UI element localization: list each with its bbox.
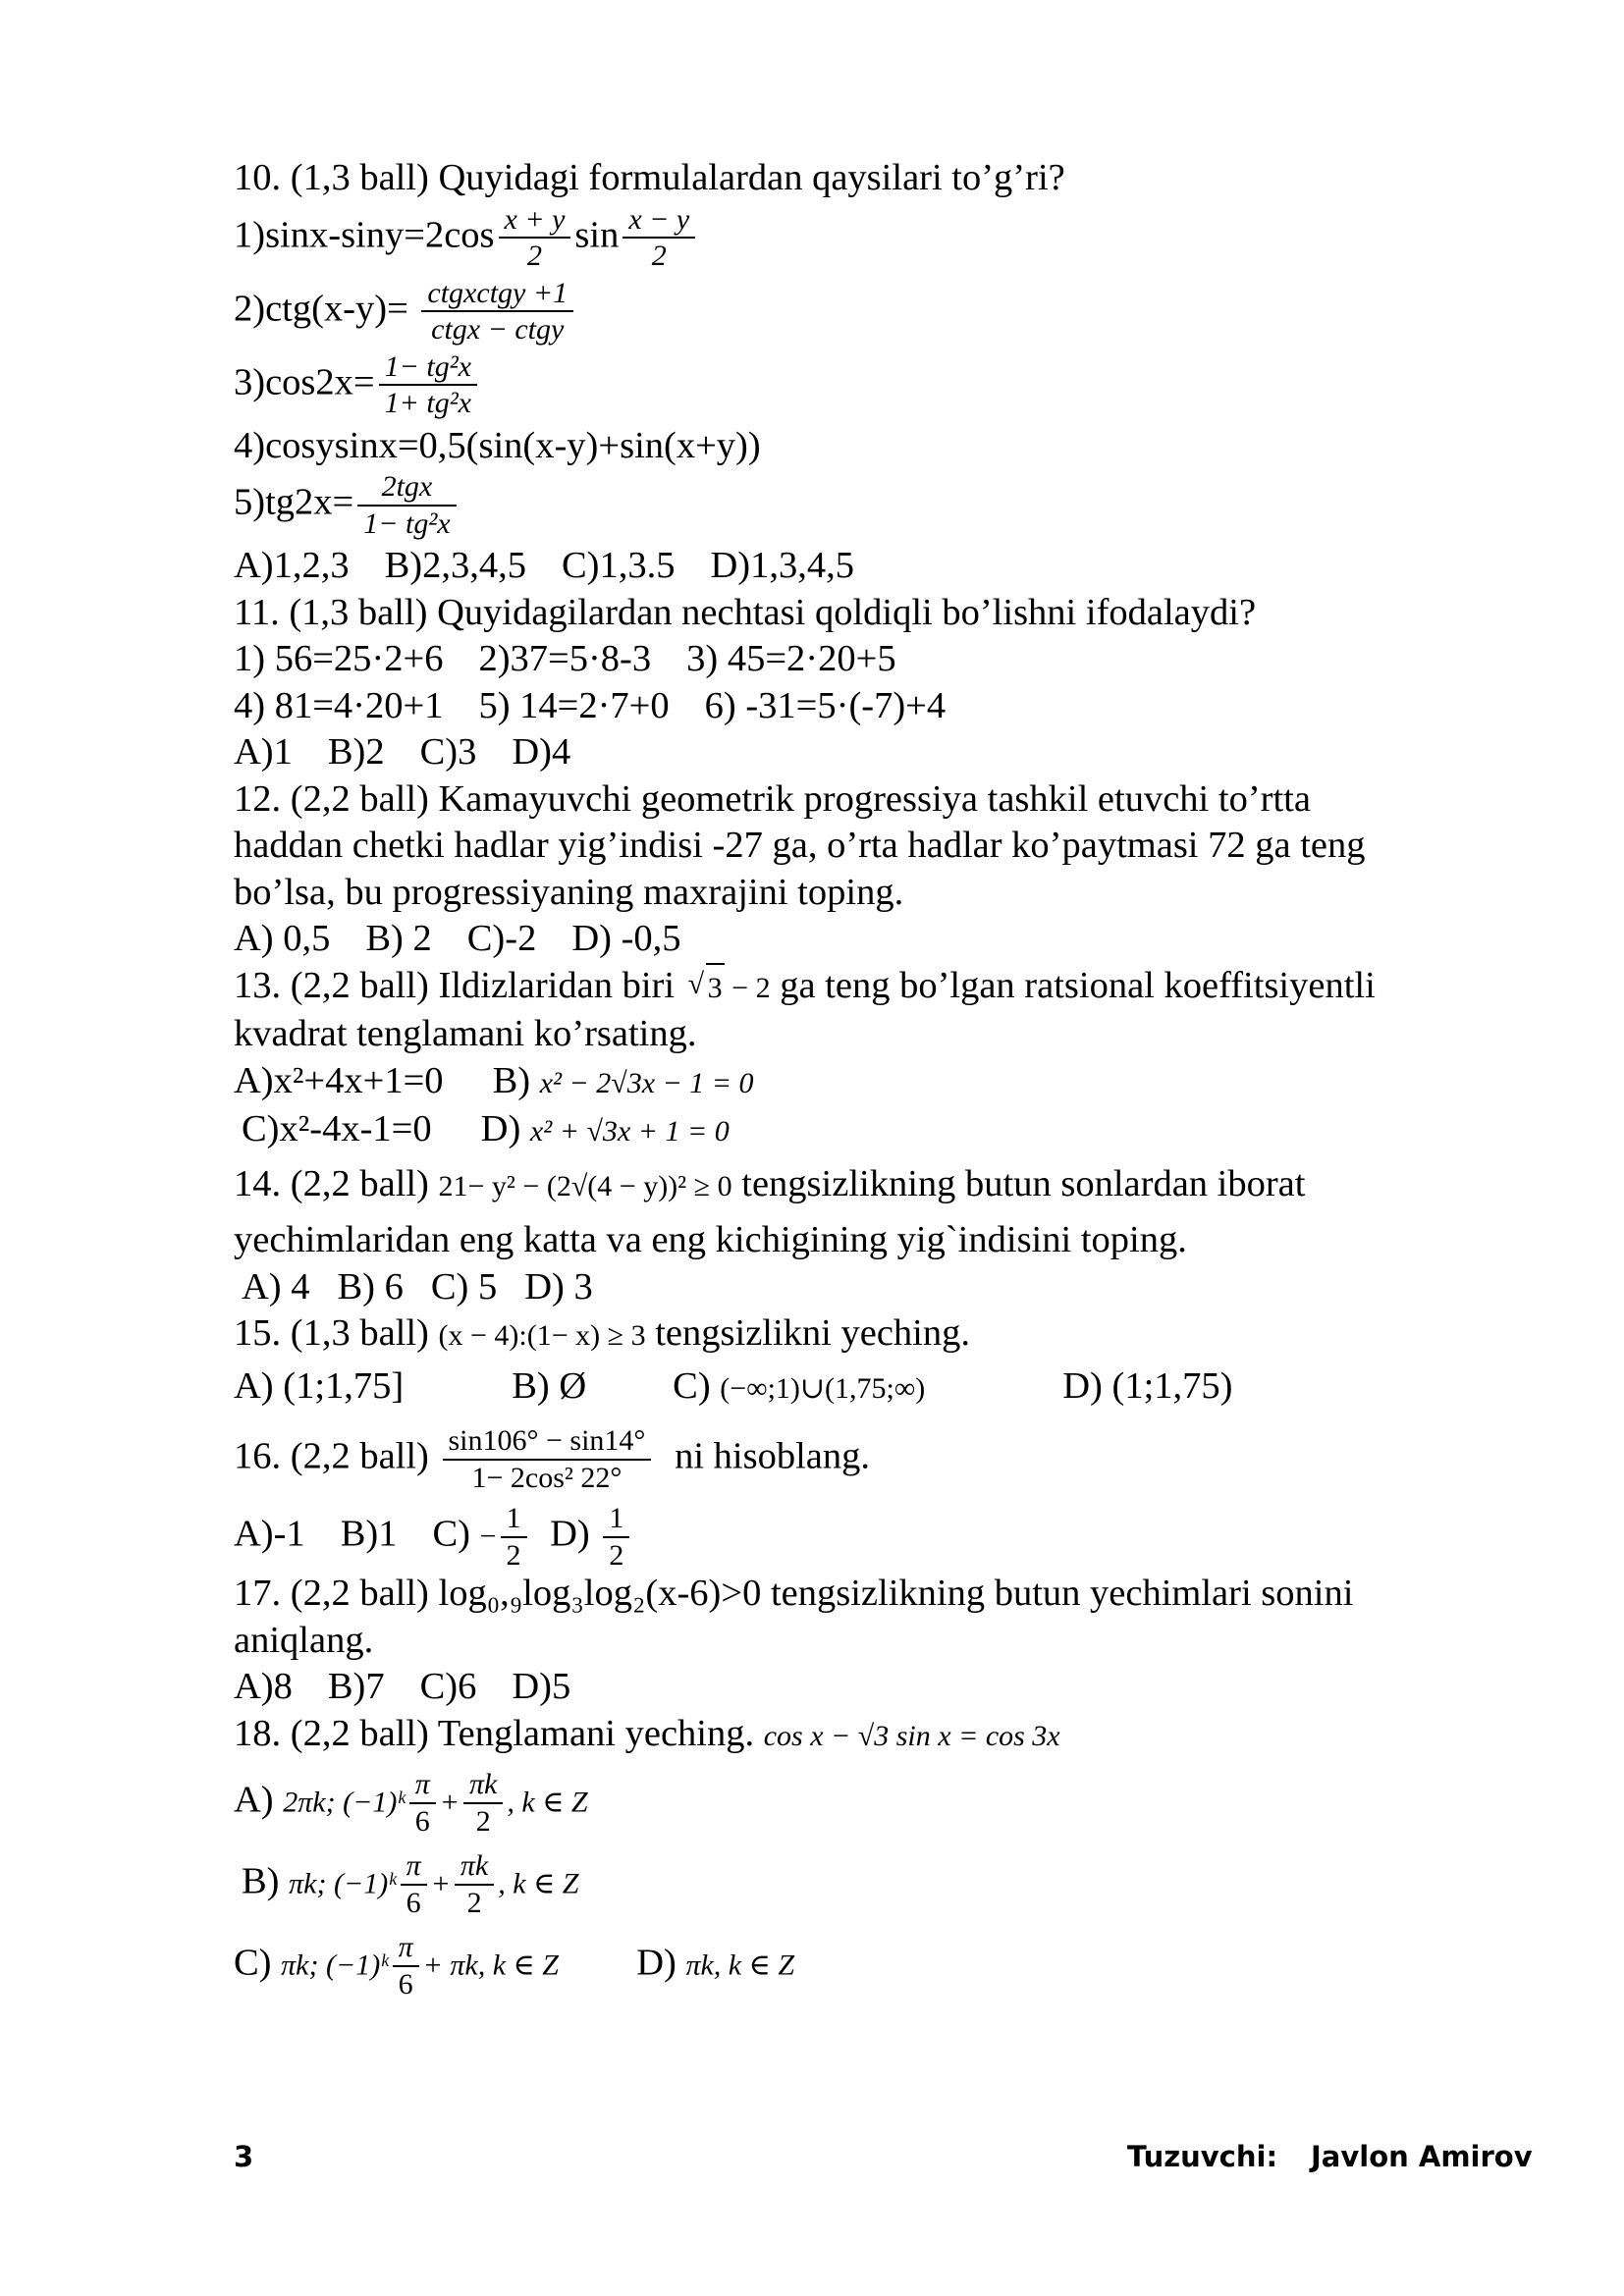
q18-answer-a-expr1: 2πk; (−1)ᵏ xyxy=(283,1786,406,1819)
frac-den: 2 xyxy=(506,1538,521,1572)
q13-options-cd xyxy=(234,1106,1500,1155)
q14-line-2: yechimlaridan eng katta va eng kichigining yig`indisini toping. xyxy=(234,1219,1187,1260)
q18-answer-b-label: B) xyxy=(242,1860,280,1902)
q17-answers xyxy=(234,1664,1500,1711)
q18-answer-c-tail: + πk, k ∈ Z xyxy=(422,1949,559,1982)
q13-line-1 xyxy=(234,963,1500,1012)
q10-formula-4: 4)cosysinx=0,5(sin(x-y)+sin(x+y)) xyxy=(234,424,761,466)
q16-answer-b: B)1 xyxy=(340,1513,398,1555)
frac-den: 6 xyxy=(398,1967,413,2001)
q18-answer-a xyxy=(234,1769,1500,1837)
q18-answer-a-plus: + xyxy=(439,1786,460,1819)
q15-suffix: tengsizlikni yeching. xyxy=(655,1312,970,1354)
q16-answer-d-frac xyxy=(603,1503,629,1571)
q11-item-3: 3) 45=2·20+5 xyxy=(686,638,896,679)
frac-num: x + y xyxy=(499,204,571,240)
frac-den: 2 xyxy=(466,1886,482,1919)
q12-line-1: 12. (2,2 ball) Kamayuvchi geometrik progressiya tashkil etuvchi to’rtta xyxy=(234,777,1311,820)
q18-answer-c-expr1: πk; (−1)ᵏ xyxy=(281,1949,389,1982)
q10-answer-b: B)2,3,4,5 xyxy=(384,545,526,586)
q18-answer-c-frac xyxy=(393,1932,419,2000)
frac-num: πk xyxy=(463,1769,503,1804)
sqrt-sign: √ 3 xyxy=(706,963,725,1012)
q10-f3-prefix: 3)cos2x= xyxy=(234,360,375,402)
q10-answers xyxy=(234,543,1500,590)
frac-den: 2 xyxy=(526,240,542,272)
q13-line-2: kvadrat tenglamani ko’rsating. xyxy=(234,1013,697,1054)
q18-answer-d-expr: πk, k ∈ Z xyxy=(685,1949,795,1982)
frac-den: ctgx − ctgy xyxy=(431,313,565,346)
q18-answer-b-tail: , k ∈ Z xyxy=(498,1867,579,1900)
q15-answers xyxy=(234,1363,1500,1413)
q10-f2-prefix: 2)ctg(x-y)= xyxy=(234,287,408,329)
author-label: Tuzuvchi: xyxy=(1127,2140,1278,2173)
q16-line-1 xyxy=(234,1425,1500,1493)
frac-num: 1 xyxy=(603,1503,629,1538)
q13-answer-d-label: D) xyxy=(480,1108,521,1149)
q16-answers xyxy=(234,1503,1500,1571)
frac-num: x − y xyxy=(623,204,695,240)
q18-answer-b-plus: + xyxy=(430,1867,451,1900)
q11-answer-d: D)4 xyxy=(512,731,571,773)
q11-title: 11. (1,3 ball) Quyidagilardan nechtasi qoldiqli bo’lishni ifodalaydi? xyxy=(234,591,1257,633)
q15-answer-a: A) (1;1,75] xyxy=(234,1364,405,1407)
q16-answer-d-label: D) xyxy=(550,1513,590,1555)
frac-num: sin106° − sin14° xyxy=(443,1425,652,1461)
q18-answer-a-label: A) xyxy=(234,1779,274,1821)
q10-f1-mid: sin xyxy=(574,213,620,255)
q16-prefix: 16. (2,2 ball) xyxy=(234,1435,429,1477)
frac-den: 2 xyxy=(651,240,667,272)
q13-suffix: ga teng bo’lgan ratsional koeffitsiyentli xyxy=(780,964,1376,1006)
frac-den: 1− tg²x xyxy=(363,507,451,540)
q13-answer-b-expr: x² − 2√3x − 1 = 0 xyxy=(539,1066,754,1099)
q10-formula-1 xyxy=(234,204,1500,272)
q14-prefix: 14. (2,2 ball) xyxy=(234,1162,429,1204)
q13-root xyxy=(704,972,771,1004)
q18-answer-a-frac2 xyxy=(463,1769,503,1837)
q15-answer-c-expr: (−∞;1)∪(1,75;∞) xyxy=(720,1371,926,1405)
q18-expr: cos x − √3 sin x = cos 3x xyxy=(763,1719,1060,1752)
frac-num: 1− tg²x xyxy=(379,351,477,387)
q13-answer-d-expr: x² + √3x + 1 = 0 xyxy=(529,1115,730,1148)
q10-formula-5 xyxy=(234,471,1500,539)
q10-f3-frac xyxy=(379,351,477,419)
q13-options-ab xyxy=(234,1058,1500,1107)
q14-answer-b: B) 6 xyxy=(337,1265,404,1308)
q18-line-1 xyxy=(234,1711,1500,1760)
q11-answers xyxy=(234,729,1500,776)
frac-den: 6 xyxy=(406,1886,421,1919)
q10-f1-prefix: 1)sinx-siny=2cos xyxy=(234,213,495,255)
q16-suffix: ni hisoblang. xyxy=(675,1435,870,1477)
frac-num: 1 xyxy=(501,1503,527,1538)
q14-suffix: tengsizlikning butun sonlardan iborat xyxy=(741,1162,1306,1204)
author-name: Javlon Amirov xyxy=(1311,2140,1533,2173)
q18-answer-b-frac1 xyxy=(401,1850,427,1918)
q16-answer-c-label: C) xyxy=(432,1513,470,1555)
q10-answer-d: D)1,3,4,5 xyxy=(710,545,854,586)
q12-line-3: bo’lsa, bu progressiyaning maxrajini toping. xyxy=(234,871,904,913)
q11-item-2: 2)37=5·8-3 xyxy=(478,638,652,679)
q11-row-1 xyxy=(234,636,1500,683)
q11-item-4: 4) 81=4·20+1 xyxy=(234,684,444,726)
q11-item-5: 5) 14=2·7+0 xyxy=(478,684,670,726)
q15-answer-b: B) Ø xyxy=(512,1364,587,1407)
q10-answer-a: A)1,2,3 xyxy=(234,545,350,586)
q17-answer-d: D)5 xyxy=(512,1666,571,1707)
q18-answer-a-tail: , k ∈ Z xyxy=(507,1786,588,1819)
q14-expr: 21− y² − (2√(4 − y))² ≥ 0 xyxy=(438,1169,732,1202)
page-content xyxy=(234,155,1500,2000)
q14-line-1 xyxy=(234,1161,1500,1210)
frac-num: ctgxctgy +1 xyxy=(421,278,573,313)
q12-line-2: haddan chetki hadlar yig’indisi -27 ga, o’rta hadlar ko’paytmasi 72 ga teng xyxy=(234,825,1366,866)
q15-expr: (x − 4):(1− x) ≥ 3 xyxy=(438,1319,646,1352)
q17-answer-a: A)8 xyxy=(234,1666,293,1707)
q13-answer-c: C)x²-4x-1=0 xyxy=(242,1108,432,1149)
q16-answer-c-frac xyxy=(501,1503,527,1571)
frac-num: π xyxy=(409,1769,436,1804)
q11-item-1: 1) 56=25·2+6 xyxy=(234,638,444,679)
frac-den: 6 xyxy=(414,1804,430,1838)
q18-answer-cd xyxy=(234,1932,1500,2000)
q11-row-2 xyxy=(234,683,1500,730)
q10-f5-frac xyxy=(357,471,456,539)
q15-prefix: 15. (1,3 ball) xyxy=(234,1312,429,1354)
frac-den: 2 xyxy=(475,1804,491,1838)
q12-answers xyxy=(234,916,1500,963)
q10-formula-3 xyxy=(234,351,1500,419)
q14-answers xyxy=(234,1264,1500,1311)
q10-f1-frac1 xyxy=(499,204,571,272)
q14-answer-a: A) 4 xyxy=(242,1265,310,1308)
frac-num: 2tgx xyxy=(357,471,456,507)
frac-den: 1− 2cos² 22° xyxy=(471,1461,623,1494)
q12-answer-d: D) -0,5 xyxy=(571,918,681,959)
q18-answer-a-frac1 xyxy=(409,1769,436,1837)
q18-answer-c-label: C) xyxy=(234,1942,272,1984)
q16-answer-a: A)-1 xyxy=(234,1513,305,1555)
q10-f5-prefix: 5)tg2x= xyxy=(234,481,354,523)
q11-answer-a: A)1 xyxy=(234,731,293,773)
q18-prefix: 18. (2,2 ball) Tenglamani yeching. xyxy=(234,1712,755,1754)
frac-den: 1+ tg²x xyxy=(384,387,471,419)
q11-answer-b: B)2 xyxy=(327,731,385,773)
q14-answer-d: D) 3 xyxy=(524,1265,593,1308)
page-number: 3 xyxy=(234,2140,254,2173)
q18-answer-b-expr1: πk; (−1)ᵏ xyxy=(289,1867,397,1900)
q13-answer-a: A)x²+4x+1=0 xyxy=(234,1059,444,1101)
q10-f1-frac2 xyxy=(623,204,695,272)
q11-answer-c: C)3 xyxy=(419,731,477,773)
frac-den: 2 xyxy=(609,1538,624,1572)
q17-line-1: 17. (2,2 ball) log₀,₉log₃log₂(x-6)>0 tengsizlikning butun yechimlari sonini xyxy=(234,1573,1354,1614)
q12-answer-a: A) 0,5 xyxy=(234,918,331,959)
q10-title: 10. (1,3 ball) Quyidagi formulalardan qaysilari to’g’ri? xyxy=(234,157,1065,198)
q18-answer-b xyxy=(234,1850,1500,1918)
q13-root-tail: − 2 xyxy=(731,971,771,1004)
q11-item-6: 6) -31=5·(-7)+4 xyxy=(704,684,947,726)
q10-f2-frac xyxy=(421,278,573,346)
q13-answer-b-label: B) xyxy=(492,1059,531,1101)
q18-answer-b-frac2 xyxy=(455,1850,494,1918)
q17-answer-b: B)7 xyxy=(327,1666,385,1707)
frac-num: π xyxy=(393,1932,419,1967)
q14-answer-c: C) 5 xyxy=(430,1265,498,1308)
q17-line-2: aniqlang. xyxy=(234,1619,374,1661)
q10-formula-2 xyxy=(234,278,1500,346)
q15-answer-c-label: C) xyxy=(673,1364,711,1407)
frac-num: πk xyxy=(455,1850,494,1886)
q12-answer-b: B) 2 xyxy=(365,918,432,959)
q12-answer-c: C)-2 xyxy=(466,918,537,959)
frac-num: π xyxy=(401,1850,427,1886)
q15-line-1 xyxy=(234,1310,1500,1360)
q18-answer-d-label: D) xyxy=(636,1942,677,1984)
q17-answer-c: C)6 xyxy=(419,1666,477,1707)
q16-frac xyxy=(443,1425,652,1493)
q16-answer-c-sign: − xyxy=(479,1520,497,1553)
q15-answer-d: D) (1;1,75) xyxy=(1062,1364,1233,1407)
q13-prefix: 13. (2,2 ball) Ildizlaridan biri xyxy=(234,964,676,1006)
q10-answer-c: C)1,3.5 xyxy=(562,545,676,586)
